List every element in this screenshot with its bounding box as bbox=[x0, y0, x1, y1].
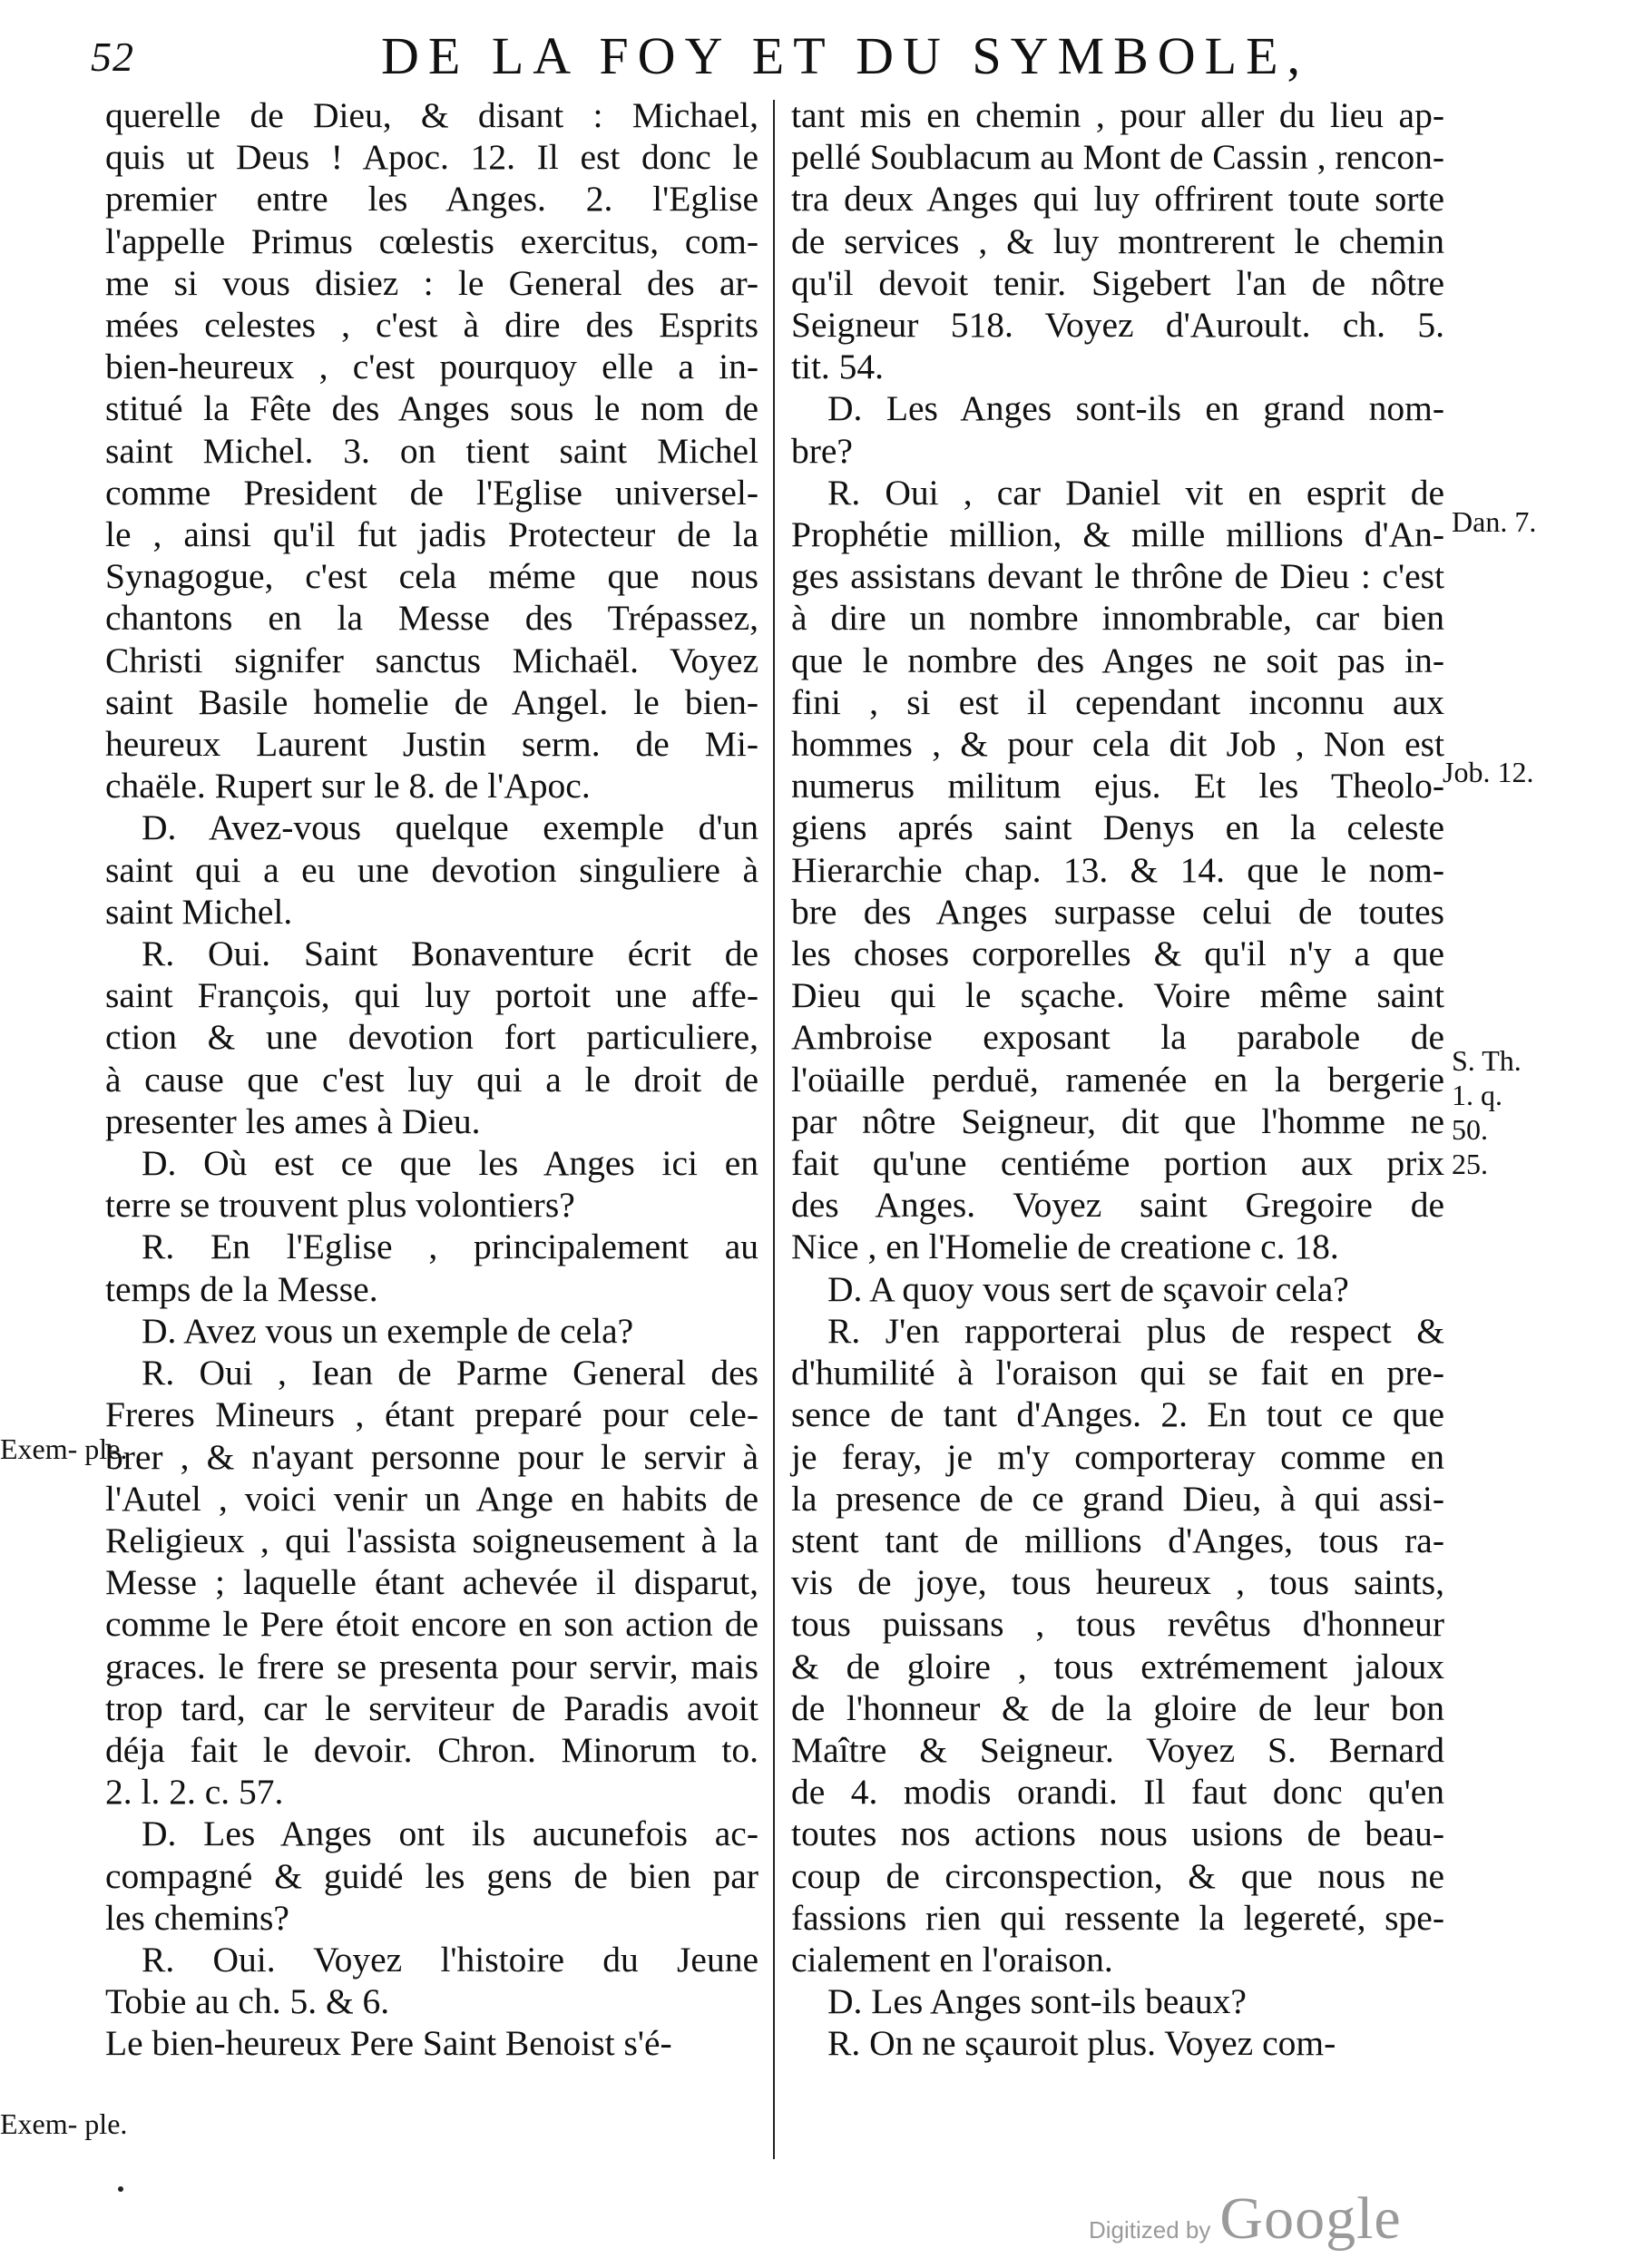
text-line: R. Oui , car Daniel vit en esprit de bbox=[827, 472, 1444, 513]
text-line: R. Oui , Iean de Parme General des bbox=[142, 1353, 758, 1393]
text-line: les chemins? bbox=[105, 1897, 289, 1938]
text-line: de services , & luy montrerent le chemin bbox=[791, 220, 1444, 261]
text-line: D. A quoy vous sert de sçavoir cela? bbox=[827, 1268, 1349, 1309]
page-number: 52 bbox=[91, 34, 134, 80]
text-line: comme le Pere étoit encore en son action de bbox=[105, 1604, 758, 1645]
text-line: Ambroise exposant la parabole de bbox=[791, 1017, 1444, 1058]
text-line: R. Oui. Voyez l'histoire du Jeune bbox=[142, 1939, 758, 1980]
text-line: tit. 54. bbox=[791, 347, 885, 387]
text-line: & de gloire , tous extrémement jaloux bbox=[791, 1646, 1444, 1686]
text-line: heureux Laurent Justin serm. de Mi- bbox=[105, 724, 758, 765]
text-line: R. J'en rapporterai plus de respect & bbox=[827, 1310, 1444, 1351]
text-line: pellé Soublacum au Mont de Cassin , rencon- bbox=[791, 137, 1444, 178]
text-line: querelle de Dieu, & disant : Michael, bbox=[105, 95, 758, 135]
text-line: chaële. Rupert sur le 8. de l'Apoc. bbox=[105, 766, 591, 807]
text-line: D. Les Anges sont-ils en grand nom- bbox=[827, 388, 1444, 429]
ink-speck bbox=[118, 2186, 123, 2192]
text-line: R. Oui. Saint Bonaventure écrit de bbox=[142, 934, 758, 974]
text-line: 2. l. 2. c. 57. bbox=[105, 1772, 284, 1813]
text-line: l'Autel , voici venir un Ange en habits de bbox=[105, 1478, 758, 1519]
text-line: coup de circonspection, & que nous ne bbox=[791, 1855, 1444, 1896]
text-line: hommes , & pour cela dit Job , Non est bbox=[791, 724, 1444, 765]
text-line: toutes nos actions nous usions de beau- bbox=[791, 1813, 1444, 1854]
text-line: Maître & Seigneur. Voyez S. Bernard bbox=[791, 1729, 1444, 1770]
text-line: de 4. modis orandi. Il faut donc qu'en bbox=[791, 1772, 1444, 1813]
margin-note-exemple-1: Exem- ple. bbox=[0, 1432, 128, 1465]
text-line: l'appelle Primus cœlestis exercitus, com- bbox=[105, 220, 758, 261]
text-line: Freres Mineurs , étant preparé pour cele- bbox=[105, 1394, 758, 1435]
text-line: quis ut Deus ! Apoc. 12. Il est donc le bbox=[105, 137, 758, 178]
text-line: vis de joye, tous heureux , tous saints, bbox=[791, 1562, 1444, 1603]
text-line: par nôtre Seigneur, dit que l'homme ne bbox=[791, 1100, 1444, 1141]
text-line: Seigneur 518. Voyez d'Auroult. ch. 5. bbox=[791, 305, 1444, 346]
text-line: Nice , en l'Homelie de creatione c. 18. bbox=[791, 1227, 1339, 1267]
text-line: déja fait le devoir. Chron. Minorum to. bbox=[105, 1729, 758, 1770]
text-line: chantons en la Messe des Trépassez, bbox=[105, 598, 758, 639]
text-line: comme President de l'Eglise universel- bbox=[105, 472, 758, 513]
text-line: fini , si est il cependant inconnu aux bbox=[791, 681, 1444, 722]
text-line: saint Michel. 3. on tient saint Michel bbox=[105, 430, 758, 471]
text-line: giens aprés saint Denys en la celeste bbox=[791, 807, 1444, 848]
text-line: temps de la Messe. bbox=[105, 1268, 378, 1309]
text-line: terre se trouvent plus volontiers? bbox=[105, 1185, 575, 1226]
text-line: Messe ; laquelle étant achevée il disparut, bbox=[105, 1562, 758, 1603]
margin-note-exemple-2: Exem- ple. bbox=[0, 2107, 128, 2140]
text-line: saint Basile homelie de Angel. le bien- bbox=[105, 681, 758, 722]
running-head: DE LA FOY ET DU SYMBOLE, bbox=[381, 26, 1310, 85]
text-line: numerus militum ejus. Et les Theolo- bbox=[791, 766, 1444, 807]
text-line: tra deux Anges qui luy offrirent toute sorte bbox=[791, 179, 1444, 220]
margin-note-daniel: Dan. 7. bbox=[1452, 505, 1537, 538]
page-header bbox=[82, 16, 1406, 98]
text-line: à cause que c'est luy qui a le droit de bbox=[105, 1059, 758, 1100]
text-line: de l'honneur & de la gloire de leur bon bbox=[791, 1687, 1444, 1728]
text-line: saint François, qui luy portoit une affe- bbox=[105, 975, 758, 1016]
text-line: bre des Anges surpasse celui de toutes bbox=[791, 891, 1444, 932]
left-column bbox=[105, 94, 758, 2065]
text-line: sence de tant d'Anges. 2. En tout ce que bbox=[791, 1394, 1444, 1435]
text-line: Tobie au ch. 5. & 6. bbox=[105, 1981, 390, 2022]
text-line: D. Où est ce que les Anges ici en bbox=[142, 1143, 758, 1184]
text-line: me si vous disiez : le General des ar- bbox=[105, 262, 758, 303]
text-line: trop tard, car le serviteur de Paradis avoit bbox=[105, 1687, 758, 1728]
text-line: presenter les ames à Dieu. bbox=[105, 1100, 481, 1141]
margin-note-job: Job. 12. bbox=[1443, 756, 1534, 788]
text-line: tous puissans , tous revêtus d'honneur bbox=[791, 1604, 1444, 1645]
watermark-prefix: Digitized by bbox=[1089, 2216, 1211, 2244]
text-line: à dire un nombre innombrable, car bien bbox=[791, 598, 1444, 639]
text-line: cialement en l'oraison. bbox=[791, 1939, 1113, 1980]
text-line: R. On ne sçauroit plus. Voyez com- bbox=[827, 2023, 1336, 2064]
text-line: Religieux , qui l'assista soigneusement à la bbox=[105, 1520, 758, 1560]
right-column bbox=[791, 94, 1444, 2065]
digitized-watermark bbox=[1089, 2185, 1402, 2253]
text-line: d'humilité à l'oraison qui se fait en pre- bbox=[791, 1353, 1444, 1393]
text-line: saint Michel. bbox=[105, 891, 293, 932]
text-line: premier entre les Anges. 2. l'Eglise bbox=[105, 179, 758, 220]
margin-note-thomas: S. Th. 1. q. 50. 25. bbox=[1452, 1044, 1522, 1180]
text-line: bre? bbox=[791, 430, 853, 471]
text-line: des Anges. Voyez saint Gregoire de bbox=[791, 1185, 1444, 1226]
text-line: saint qui a eu une devotion singuliere à bbox=[105, 849, 758, 890]
text-line: que le nombre des Anges ne soit pas in- bbox=[791, 640, 1444, 680]
text-line: D. Les Anges ont ils aucunefois ac- bbox=[142, 1813, 758, 1854]
text-line: Synagogue, c'est cela méme que nous bbox=[105, 556, 758, 597]
text-line: l'oüaille perduë, ramenée en la bergerie bbox=[791, 1059, 1444, 1100]
text-line: qu'il devoit tenir. Sigebert l'an de nôtre bbox=[791, 262, 1444, 303]
text-line: graces. le frere se presenta pour servir, mais bbox=[105, 1646, 758, 1686]
column-divider bbox=[773, 100, 775, 2159]
text-line: le , ainsi qu'il fut jadis Protecteur de la bbox=[105, 514, 758, 555]
google-logo: Google bbox=[1219, 2185, 1402, 2252]
text-line: bien-heureux , c'est pourquoy elle a in- bbox=[105, 347, 758, 387]
text-line: D. Les Anges sont-ils beaux? bbox=[827, 1981, 1247, 2022]
text-line: ges assistans devant le thrône de Dieu : c'est bbox=[791, 556, 1444, 597]
text-line: ction & une devotion fort particuliere, bbox=[105, 1017, 758, 1058]
text-line: je feray, je m'y comporteray comme en bbox=[791, 1436, 1444, 1477]
text-line: D. Avez vous un exemple de cela? bbox=[142, 1310, 634, 1351]
text-line: D. Avez-vous quelque exemple d'un bbox=[142, 807, 758, 848]
text-line: Christi signifer sanctus Michaël. Voyez bbox=[105, 640, 758, 680]
text-line: R. En l'Eglise , principalement au bbox=[142, 1227, 758, 1267]
text-line: brer , & n'ayant personne pour le servir à bbox=[105, 1436, 758, 1477]
text-line: Prophétie million, & mille millions d'An- bbox=[791, 514, 1444, 555]
text-line: fait qu'une centiéme portion aux prix bbox=[791, 1143, 1444, 1184]
text-line: compagné & guidé les gens de bien par bbox=[105, 1855, 758, 1896]
text-line: fassions rien qui ressente la legereté, spe- bbox=[791, 1897, 1444, 1938]
text-line: Dieu qui le sçache. Voire même saint bbox=[791, 975, 1444, 1016]
text-line: Le bien-heureux Pere Saint Benoist s'é- bbox=[105, 2023, 672, 2064]
text-line: stent tant de millions d'Anges, tous ra- bbox=[791, 1520, 1444, 1560]
text-line: mées celestes , c'est à dire des Esprits bbox=[105, 305, 758, 346]
text-line: la presence de ce grand Dieu, à qui assi- bbox=[791, 1478, 1444, 1519]
text-line: Hierarchie chap. 13. & 14. que le nom- bbox=[791, 849, 1444, 890]
text-line: tant mis en chemin , pour aller du lieu ap- bbox=[791, 95, 1444, 135]
text-line: les choses corporelles & qu'il n'y a que bbox=[791, 934, 1444, 974]
text-line: stitué la Fête des Anges sous le nom de bbox=[105, 388, 758, 429]
